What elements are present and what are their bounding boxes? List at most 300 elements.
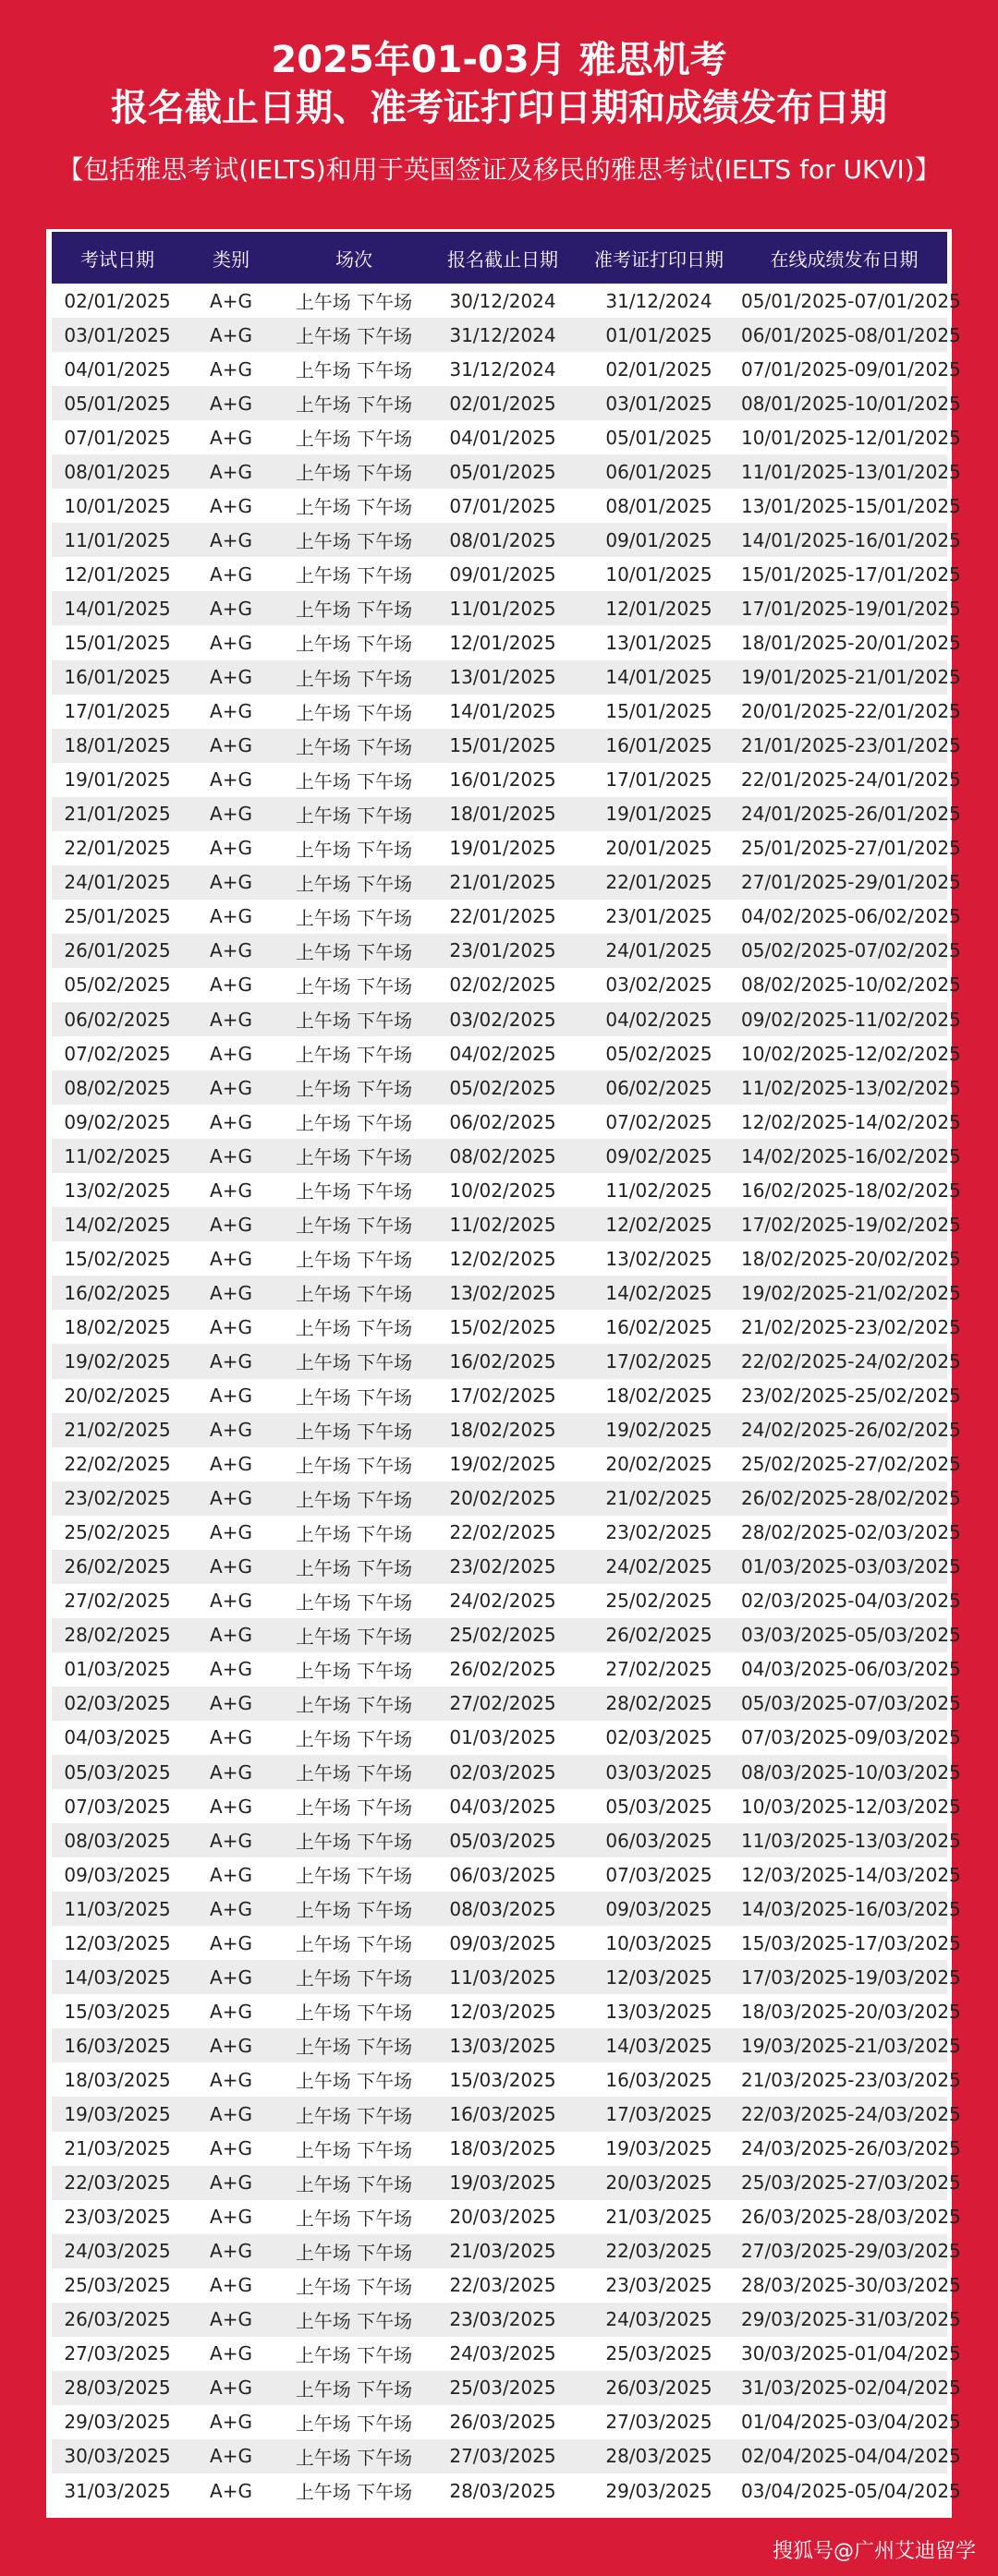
session-cell: 上午场 下午场	[279, 1892, 429, 1926]
exam-date-cell: 09/03/2025	[52, 1857, 183, 1892]
exam-date-cell: 21/03/2025	[52, 2132, 183, 2166]
exam-date-cell: 14/01/2025	[52, 591, 183, 625]
admission-print-cell: 03/02/2025	[577, 968, 741, 1002]
table-row	[52, 2439, 947, 2473]
session-cell: 上午场 下午场	[279, 968, 429, 1002]
exam-date-cell: 07/02/2025	[52, 1036, 183, 1070]
admission-print-cell: 07/03/2025	[577, 1857, 741, 1892]
category-cell: A+G	[183, 660, 279, 695]
admission-print-cell: 11/02/2025	[577, 1173, 741, 1207]
registration-deadline-cell: 18/01/2025	[429, 797, 577, 831]
admission-print-cell: 21/02/2025	[577, 1482, 741, 1516]
category-cell: A+G	[183, 1310, 279, 1344]
category-cell: A+G	[183, 1379, 279, 1413]
table-row	[52, 1447, 947, 1482]
category-cell: A+G	[183, 1241, 279, 1276]
result-release-cell: 22/01/2025-24/01/2025	[741, 763, 947, 797]
registration-deadline-cell: 03/02/2025	[429, 1002, 577, 1036]
registration-deadline-cell: 14/01/2025	[429, 695, 577, 729]
session-cell: 上午场 下午场	[279, 318, 429, 352]
registration-deadline-cell: 09/01/2025	[429, 557, 577, 591]
category-cell: A+G	[183, 2371, 279, 2405]
category-cell: A+G	[183, 2132, 279, 2166]
category-cell: A+G	[183, 2439, 279, 2473]
exam-date-cell: 24/03/2025	[52, 2234, 183, 2268]
registration-deadline-cell: 12/01/2025	[429, 625, 577, 659]
table-row	[52, 386, 947, 420]
admission-print-cell: 09/01/2025	[577, 523, 741, 557]
admission-print-cell: 13/01/2025	[577, 625, 741, 659]
registration-deadline-cell: 25/03/2025	[429, 2371, 577, 2405]
table-row	[52, 1789, 947, 1823]
table-row	[52, 1960, 947, 1994]
table-row	[52, 1618, 947, 1652]
session-cell: 上午场 下午场	[279, 1550, 429, 1584]
admission-print-cell: 20/03/2025	[577, 2166, 741, 2200]
admission-print-cell: 26/02/2025	[577, 1618, 741, 1652]
result-release-cell: 10/03/2025-12/03/2025	[741, 1789, 947, 1823]
session-cell: 上午场 下午场	[279, 2028, 429, 2062]
exam-date-cell: 15/01/2025	[52, 625, 183, 659]
result-release-cell: 18/02/2025-20/02/2025	[741, 1241, 947, 1276]
admission-print-cell: 23/01/2025	[577, 900, 741, 934]
registration-deadline-cell: 08/03/2025	[429, 1892, 577, 1926]
registration-deadline-cell: 11/01/2025	[429, 591, 577, 625]
admission-print-cell: 22/03/2025	[577, 2234, 741, 2268]
column-header-exam-date: 考试日期	[52, 232, 183, 284]
category-cell: A+G	[183, 2062, 279, 2097]
session-cell: 上午场 下午场	[279, 934, 429, 968]
category-cell: A+G	[183, 695, 279, 729]
registration-deadline-cell: 31/12/2024	[429, 352, 577, 386]
result-release-cell: 31/03/2025-02/04/2025	[741, 2371, 947, 2405]
result-release-cell: 24/02/2025-26/02/2025	[741, 1413, 947, 1447]
category-cell: A+G	[183, 2166, 279, 2200]
session-cell: 上午场 下午场	[279, 1823, 429, 1857]
table-row	[52, 2473, 947, 2508]
exam-date-cell: 08/02/2025	[52, 1070, 183, 1105]
table-row	[52, 489, 947, 523]
session-cell: 上午场 下午场	[279, 1139, 429, 1173]
category-cell: A+G	[183, 1755, 279, 1789]
registration-deadline-cell: 16/01/2025	[429, 763, 577, 797]
table-row	[52, 865, 947, 900]
table-row	[52, 763, 947, 797]
result-release-cell: 25/01/2025-27/01/2025	[741, 831, 947, 865]
session-cell: 上午场 下午场	[279, 729, 429, 763]
watermark: 搜狐号@广州艾迪留学	[772, 2540, 976, 2563]
admission-print-cell: 20/01/2025	[577, 831, 741, 865]
registration-deadline-cell: 04/03/2025	[429, 1789, 577, 1823]
registration-deadline-cell: 19/02/2025	[429, 1447, 577, 1482]
table-row	[52, 1310, 947, 1344]
category-cell: A+G	[183, 831, 279, 865]
result-release-cell: 02/03/2025-04/03/2025	[741, 1584, 947, 1618]
table-row	[52, 900, 947, 934]
exam-date-cell: 07/03/2025	[52, 1789, 183, 1823]
category-cell: A+G	[183, 2234, 279, 2268]
registration-deadline-cell: 24/02/2025	[429, 1584, 577, 1618]
category-cell: A+G	[183, 1721, 279, 1755]
category-cell: A+G	[183, 1618, 279, 1652]
admission-print-cell: 14/01/2025	[577, 660, 741, 695]
exam-date-cell: 15/02/2025	[52, 1241, 183, 1276]
result-release-cell: 03/04/2025-05/04/2025	[741, 2473, 947, 2508]
session-cell: 上午场 下午场	[279, 591, 429, 625]
result-release-cell: 19/03/2025-21/03/2025	[741, 2028, 947, 2062]
registration-deadline-cell: 02/02/2025	[429, 968, 577, 1002]
exam-date-cell: 19/02/2025	[52, 1344, 183, 1378]
admission-print-cell: 19/03/2025	[577, 2132, 741, 2166]
admission-print-cell: 17/02/2025	[577, 1344, 741, 1378]
exam-date-cell: 13/02/2025	[52, 1173, 183, 1207]
table-row	[52, 729, 947, 763]
table-row	[52, 523, 947, 557]
category-cell: A+G	[183, 489, 279, 523]
exam-date-cell: 18/01/2025	[52, 729, 183, 763]
category-cell: A+G	[183, 1892, 279, 1926]
table-row	[52, 1379, 947, 1413]
admission-print-cell: 17/01/2025	[577, 763, 741, 797]
category-cell: A+G	[183, 1994, 279, 2028]
admission-print-cell: 09/03/2025	[577, 1892, 741, 1926]
registration-deadline-cell: 17/02/2025	[429, 1379, 577, 1413]
registration-deadline-cell: 22/02/2025	[429, 1516, 577, 1550]
table-row	[52, 2337, 947, 2371]
admission-print-cell: 23/03/2025	[577, 2268, 741, 2303]
table-row	[52, 454, 947, 489]
admission-print-cell: 04/02/2025	[577, 1002, 741, 1036]
registration-deadline-cell: 30/12/2024	[429, 284, 577, 318]
registration-deadline-cell: 10/02/2025	[429, 1173, 577, 1207]
registration-deadline-cell: 18/03/2025	[429, 2132, 577, 2166]
registration-deadline-cell: 02/01/2025	[429, 386, 577, 420]
exam-date-cell: 11/02/2025	[52, 1139, 183, 1173]
column-header-result-release: 在线成绩发布日期	[741, 232, 947, 284]
registration-deadline-cell: 08/02/2025	[429, 1139, 577, 1173]
result-release-cell: 05/01/2025-07/01/2025	[741, 284, 947, 318]
exam-date-cell: 25/03/2025	[52, 2268, 183, 2303]
admission-print-cell: 17/03/2025	[577, 2097, 741, 2131]
admission-print-cell: 13/02/2025	[577, 1241, 741, 1276]
exam-date-cell: 04/03/2025	[52, 1721, 183, 1755]
category-cell: A+G	[183, 1276, 279, 1310]
exam-date-cell: 11/01/2025	[52, 523, 183, 557]
admission-print-cell: 14/03/2025	[577, 2028, 741, 2062]
exam-date-cell: 15/03/2025	[52, 1994, 183, 2028]
result-release-cell: 01/04/2025-03/04/2025	[741, 2405, 947, 2439]
admission-print-cell: 24/01/2025	[577, 934, 741, 968]
session-cell: 上午场 下午场	[279, 557, 429, 591]
session-cell: 上午场 下午场	[279, 1652, 429, 1687]
admission-print-cell: 12/01/2025	[577, 591, 741, 625]
result-release-cell: 10/01/2025-12/01/2025	[741, 420, 947, 454]
registration-deadline-cell: 04/02/2025	[429, 1036, 577, 1070]
result-release-cell: 01/03/2025-03/03/2025	[741, 1550, 947, 1584]
category-cell: A+G	[183, 1857, 279, 1892]
admission-print-cell: 22/01/2025	[577, 865, 741, 900]
session-cell: 上午场 下午场	[279, 1173, 429, 1207]
category-cell: A+G	[183, 420, 279, 454]
exam-date-cell: 30/03/2025	[52, 2439, 183, 2473]
category-cell: A+G	[183, 591, 279, 625]
table-row	[52, 1550, 947, 1584]
session-cell: 上午场 下午场	[279, 1755, 429, 1789]
exam-date-cell: 27/02/2025	[52, 1584, 183, 1618]
registration-deadline-cell: 18/02/2025	[429, 1413, 577, 1447]
admission-print-cell: 21/03/2025	[577, 2200, 741, 2234]
session-cell: 上午场 下午场	[279, 1344, 429, 1378]
session-cell: 上午场 下午场	[279, 1960, 429, 1994]
session-cell: 上午场 下午场	[279, 2200, 429, 2234]
admission-print-cell: 03/03/2025	[577, 1755, 741, 1789]
category-cell: A+G	[183, 454, 279, 489]
result-release-cell: 17/03/2025-19/03/2025	[741, 1960, 947, 1994]
result-release-cell: 20/01/2025-22/01/2025	[741, 695, 947, 729]
table-row	[52, 1413, 947, 1447]
registration-deadline-cell: 11/03/2025	[429, 1960, 577, 1994]
category-cell: A+G	[183, 318, 279, 352]
registration-deadline-cell: 25/02/2025	[429, 1618, 577, 1652]
result-release-cell: 15/03/2025-17/03/2025	[741, 1926, 947, 1960]
category-cell: A+G	[183, 625, 279, 659]
registration-deadline-cell: 12/03/2025	[429, 1994, 577, 2028]
session-cell: 上午场 下午场	[279, 1926, 429, 1960]
session-cell: 上午场 下午场	[279, 2405, 429, 2439]
session-cell: 上午场 下午场	[279, 1789, 429, 1823]
registration-deadline-cell: 16/03/2025	[429, 2097, 577, 2131]
table-row	[52, 1276, 947, 1310]
exam-scope-note: 【包括雅思考试(IELTS)和用于英国签证及移民的雅思考试(IELTS for UKVI)】	[57, 154, 941, 185]
category-cell: A+G	[183, 1584, 279, 1618]
category-cell: A+G	[183, 352, 279, 386]
exam-date-cell: 02/01/2025	[52, 284, 183, 318]
exam-date-cell: 09/02/2025	[52, 1105, 183, 1139]
exam-date-cell: 11/03/2025	[52, 1892, 183, 1926]
category-cell: A+G	[183, 1926, 279, 1960]
session-cell: 上午场 下午场	[279, 352, 429, 386]
registration-deadline-cell: 06/03/2025	[429, 1857, 577, 1892]
registration-deadline-cell: 15/02/2025	[429, 1310, 577, 1344]
category-cell: A+G	[183, 968, 279, 1002]
table-row	[52, 2405, 947, 2439]
table-row	[52, 2132, 947, 2166]
result-release-cell: 11/01/2025-13/01/2025	[741, 454, 947, 489]
admission-print-cell: 05/01/2025	[577, 420, 741, 454]
category-cell: A+G	[183, 1344, 279, 1378]
table-row	[52, 1482, 947, 1516]
result-release-cell: 02/04/2025-04/04/2025	[741, 2439, 947, 2473]
table-row	[52, 1344, 947, 1378]
table-row	[52, 591, 947, 625]
session-cell: 上午场 下午场	[279, 1994, 429, 2028]
result-release-cell: 07/03/2025-09/03/2025	[741, 1721, 947, 1755]
registration-deadline-cell: 22/03/2025	[429, 2268, 577, 2303]
table-row	[52, 968, 947, 1002]
admission-print-cell: 02/01/2025	[577, 352, 741, 386]
session-cell: 上午场 下午场	[279, 1241, 429, 1276]
session-cell: 上午场 下午场	[279, 763, 429, 797]
exam-date-cell: 14/02/2025	[52, 1207, 183, 1241]
exam-date-cell: 02/03/2025	[52, 1687, 183, 1721]
admission-print-cell: 12/03/2025	[577, 1960, 741, 1994]
exam-date-cell: 01/03/2025	[52, 1652, 183, 1687]
registration-deadline-cell: 27/03/2025	[429, 2439, 577, 2473]
exam-date-cell: 22/02/2025	[52, 1447, 183, 1482]
result-release-cell: 30/03/2025-01/04/2025	[741, 2337, 947, 2371]
category-cell: A+G	[183, 900, 279, 934]
exam-date-cell: 24/01/2025	[52, 865, 183, 900]
admission-print-cell: 08/01/2025	[577, 489, 741, 523]
result-release-cell: 24/01/2025-26/01/2025	[741, 797, 947, 831]
exam-date-cell: 08/03/2025	[52, 1823, 183, 1857]
table-row	[52, 2062, 947, 2097]
exam-date-cell: 21/01/2025	[52, 797, 183, 831]
admission-print-cell: 14/02/2025	[577, 1276, 741, 1310]
session-cell: 上午场 下午场	[279, 1618, 429, 1652]
exam-date-cell: 04/01/2025	[52, 352, 183, 386]
result-release-cell: 22/03/2025-24/03/2025	[741, 2097, 947, 2131]
registration-deadline-cell: 31/12/2024	[429, 318, 577, 352]
exam-date-cell: 05/03/2025	[52, 1755, 183, 1789]
admission-print-cell: 12/02/2025	[577, 1207, 741, 1241]
category-cell: A+G	[183, 2473, 279, 2508]
result-release-cell: 08/02/2025-10/02/2025	[741, 968, 947, 1002]
session-cell: 上午场 下午场	[279, 625, 429, 659]
schedule-table	[52, 232, 961, 2508]
registration-deadline-cell: 15/03/2025	[429, 2062, 577, 2097]
result-release-cell: 27/03/2025-29/03/2025	[741, 2234, 947, 2268]
admission-print-cell: 03/01/2025	[577, 386, 741, 420]
result-release-cell: 21/01/2025-23/01/2025	[741, 729, 947, 763]
exam-date-cell: 26/01/2025	[52, 934, 183, 968]
result-release-cell: 25/02/2025-27/02/2025	[741, 1447, 947, 1482]
table-row	[52, 934, 947, 968]
admission-print-cell: 10/01/2025	[577, 557, 741, 591]
session-cell: 上午场 下午场	[279, 2268, 429, 2303]
result-release-cell: 21/03/2025-23/03/2025	[741, 2062, 947, 2097]
admission-print-cell: 07/02/2025	[577, 1105, 741, 1139]
table-row	[52, 2097, 947, 2131]
admission-print-cell: 25/02/2025	[577, 1584, 741, 1618]
session-cell: 上午场 下午场	[279, 2439, 429, 2473]
exam-date-cell: 22/01/2025	[52, 831, 183, 865]
exam-date-cell: 14/03/2025	[52, 1960, 183, 1994]
admission-print-cell: 06/03/2025	[577, 1823, 741, 1857]
registration-deadline-cell: 19/03/2025	[429, 2166, 577, 2200]
session-cell: 上午场 下午场	[279, 2132, 429, 2166]
registration-deadline-cell: 13/03/2025	[429, 2028, 577, 2062]
result-release-cell: 08/01/2025-10/01/2025	[741, 386, 947, 420]
table-row	[52, 1584, 947, 1618]
registration-deadline-cell: 05/02/2025	[429, 1070, 577, 1105]
session-cell: 上午场 下午场	[279, 1516, 429, 1550]
exam-date-cell: 10/01/2025	[52, 489, 183, 523]
admission-print-cell: 06/02/2025	[577, 1070, 741, 1105]
exam-date-cell: 12/01/2025	[52, 557, 183, 591]
registration-deadline-cell: 08/01/2025	[429, 523, 577, 557]
category-cell: A+G	[183, 2303, 279, 2337]
category-cell: A+G	[183, 2200, 279, 2234]
table-row	[52, 831, 947, 865]
session-cell: 上午场 下午场	[279, 865, 429, 900]
exam-date-cell: 07/01/2025	[52, 420, 183, 454]
registration-deadline-cell: 05/01/2025	[429, 454, 577, 489]
table-row	[52, 1892, 947, 1926]
session-cell: 上午场 下午场	[279, 1721, 429, 1755]
admission-print-cell: 19/01/2025	[577, 797, 741, 831]
table-row	[52, 1139, 947, 1173]
category-cell: A+G	[183, 1447, 279, 1482]
session-cell: 上午场 下午场	[279, 1310, 429, 1344]
table-row	[52, 1241, 947, 1276]
registration-deadline-cell: 15/01/2025	[429, 729, 577, 763]
registration-deadline-cell: 02/03/2025	[429, 1755, 577, 1789]
exam-date-cell: 16/03/2025	[52, 2028, 183, 2062]
admission-print-cell: 24/03/2025	[577, 2303, 741, 2337]
exam-date-cell: 22/03/2025	[52, 2166, 183, 2200]
column-header-category: 类别	[183, 232, 279, 284]
registration-deadline-cell: 09/03/2025	[429, 1926, 577, 1960]
admission-print-cell: 29/03/2025	[577, 2473, 741, 2508]
session-cell: 上午场 下午场	[279, 2473, 429, 2508]
session-cell: 上午场 下午场	[279, 797, 429, 831]
registration-deadline-cell: 21/01/2025	[429, 865, 577, 900]
admission-print-cell: 31/12/2024	[577, 284, 741, 318]
session-cell: 上午场 下午场	[279, 1207, 429, 1241]
exam-date-cell: 12/03/2025	[52, 1926, 183, 1960]
category-cell: A+G	[183, 386, 279, 420]
session-cell: 上午场 下午场	[279, 2062, 429, 2097]
registration-deadline-cell: 20/03/2025	[429, 2200, 577, 2234]
column-header-admission-print-date: 准考证打印日期	[577, 232, 741, 284]
result-release-cell: 17/01/2025-19/01/2025	[741, 591, 947, 625]
session-cell: 上午场 下午场	[279, 695, 429, 729]
session-cell: 上午场 下午场	[279, 1105, 429, 1139]
admission-print-cell: 25/03/2025	[577, 2337, 741, 2371]
registration-deadline-cell: 23/02/2025	[429, 1550, 577, 1584]
category-cell: A+G	[183, 797, 279, 831]
result-release-cell: 17/02/2025-19/02/2025	[741, 1207, 947, 1241]
result-release-cell: 23/02/2025-25/02/2025	[741, 1379, 947, 1413]
result-release-cell: 07/01/2025-09/01/2025	[741, 352, 947, 386]
registration-deadline-cell: 19/01/2025	[429, 831, 577, 865]
session-cell: 上午场 下午场	[279, 2303, 429, 2337]
category-cell: A+G	[183, 2028, 279, 2062]
exam-date-cell: 06/02/2025	[52, 1002, 183, 1036]
table-row	[52, 1857, 947, 1892]
result-release-cell: 28/03/2025-30/03/2025	[741, 2268, 947, 2303]
table-row	[52, 695, 947, 729]
registration-deadline-cell: 23/03/2025	[429, 2303, 577, 2337]
registration-deadline-cell: 16/02/2025	[429, 1344, 577, 1378]
exam-date-cell: 03/01/2025	[52, 318, 183, 352]
admission-print-cell: 10/03/2025	[577, 1926, 741, 1960]
category-cell: A+G	[183, 1207, 279, 1241]
table-row	[52, 1173, 947, 1207]
result-release-cell: 27/01/2025-29/01/2025	[741, 865, 947, 900]
table-row	[52, 1687, 947, 1721]
result-release-cell: 06/01/2025-08/01/2025	[741, 318, 947, 352]
session-cell: 上午场 下午场	[279, 2097, 429, 2131]
result-release-cell: 14/01/2025-16/01/2025	[741, 523, 947, 557]
registration-deadline-cell: 20/02/2025	[429, 1482, 577, 1516]
admission-print-cell: 20/02/2025	[577, 1447, 741, 1482]
category-cell: A+G	[183, 2268, 279, 2303]
admission-print-cell: 18/02/2025	[577, 1379, 741, 1413]
table-row	[52, 1926, 947, 1960]
registration-deadline-cell: 23/01/2025	[429, 934, 577, 968]
